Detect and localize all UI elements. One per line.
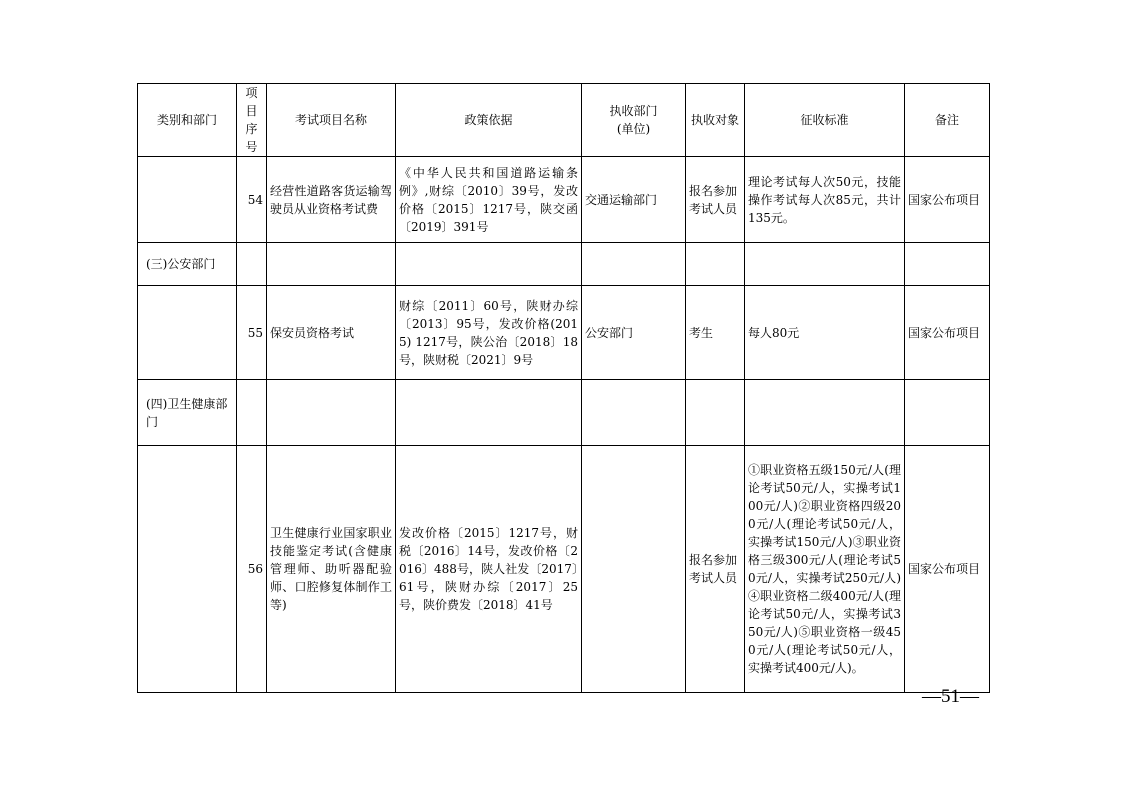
cell-note [905,380,990,446]
cell-note: 国家公布项目 [905,446,990,693]
table-row [138,380,990,446]
cell-dept [582,380,686,446]
header-standard: 征收标准 [745,84,905,157]
cell-standard: 每人80元 [745,286,905,380]
table-row [138,446,990,693]
cell-standard: ①职业资格五级150元/人(理论考试50元/人，实操考试100元/人)②职业资格四级200元/人(理论考试50元/人，实操考试150元/人)③职业资格三级300元/人(理论考试50元/人，实操考试250元/人)④职业资格二级400元/人(理论考试50元/人，实操考试350元/人)⑤职业资格一级450元/人(理论考试50元/人，实操考试400元/人)。 [745,446,905,693]
cell-standard [745,380,905,446]
cell-note: 国家公布项目 [905,286,990,380]
cell-note: 国家公布项目 [905,157,990,243]
cell-dept [582,446,686,693]
table-row [138,157,990,243]
cell-dept: 公安部门 [582,286,686,380]
cell-basis [396,243,582,286]
cell-basis: 财综〔2011〕60号，陕财办综〔2013〕95号，发改价格(2015) 1217号，陕公治〔2018〕18号，陕财税〔2021〕9号 [396,286,582,380]
cell-target: 考生 [686,286,745,380]
cell-category: (三)公安部门 [138,243,237,286]
table-row [138,243,990,286]
cell-category: (四)卫生健康部门 [138,380,237,446]
cell-target [686,380,745,446]
cell-dept [582,243,686,286]
cell-target: 报名参加考试人员 [686,157,745,243]
table-header-row [138,84,990,157]
header-seq: 项目序号 [237,84,267,157]
cell-target [686,243,745,286]
cell-basis: 《中华人民共和国道路运输条例》,财综〔2010〕39号，发改价格〔2015〕1217号，陕交函〔2019〕391号 [396,157,582,243]
cell-name [267,380,396,446]
header-dept: 执收部门 (单位) [582,84,686,157]
cell-seq: 54 [237,157,267,243]
cell-dept: 交通运输部门 [582,157,686,243]
cell-seq [237,243,267,286]
cell-seq [237,380,267,446]
cell-name [267,243,396,286]
fee-table [137,83,990,693]
cell-seq: 55 [237,286,267,380]
cell-basis [396,380,582,446]
cell-category [138,157,237,243]
page-number: —51— [922,686,979,707]
cell-category [138,446,237,693]
cell-name: 保安员资格考试 [267,286,396,380]
header-target: 执收对象 [686,84,745,157]
cell-standard: 理论考试每人次50元，技能操作考试每人次85元，共计135元。 [745,157,905,243]
cell-target: 报名参加考试人员 [686,446,745,693]
table-row [138,286,990,380]
header-category: 类别和部门 [138,84,237,157]
cell-basis: 发改价格〔2015〕1217号，财税〔2016〕14号，发改价格〔2016〕488号，陕人社发〔2017〕61号，陕财办综〔2017〕25号，陕价费发〔2018〕41号 [396,446,582,693]
cell-standard [745,243,905,286]
cell-name: 卫生健康行业国家职业技能鉴定考试(含健康管理师、助听器配验师、口腔修复体制作工等) [267,446,396,693]
cell-name: 经营性道路客货运输驾驶员从业资格考试费 [267,157,396,243]
header-name: 考试项目名称 [267,84,396,157]
cell-category [138,286,237,380]
cell-note [905,243,990,286]
cell-seq: 56 [237,446,267,693]
header-note: 备注 [905,84,990,157]
header-basis: 政策依据 [396,84,582,157]
